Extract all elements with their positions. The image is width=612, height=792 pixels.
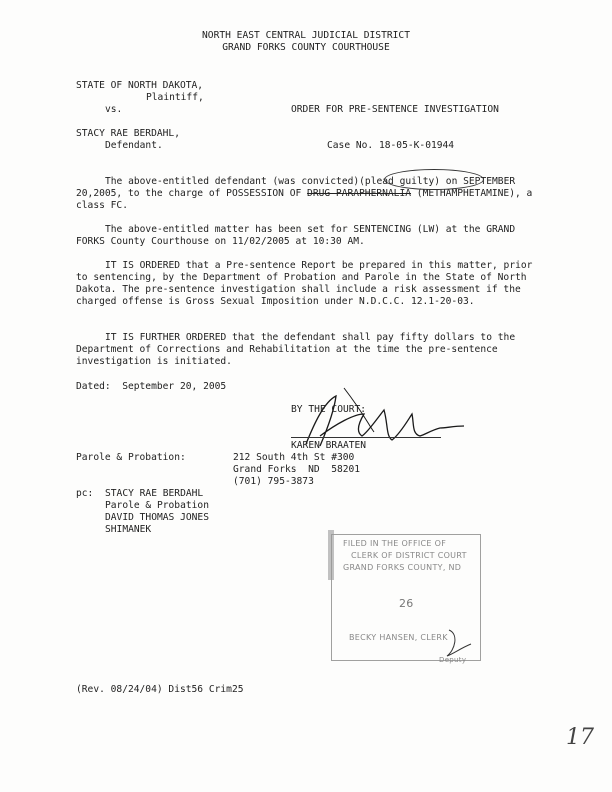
case-number: Case No. 18-05-K-01944 [327, 140, 455, 151]
filed-stamp [331, 528, 481, 664]
pc-label: pc: [76, 488, 94, 499]
plead-guilty-circled: (plead guilty) [359, 176, 441, 187]
plaintiff-name: STATE OF NORTH DAKOTA, [76, 80, 204, 91]
order-title: ORDER FOR PRE-SENTENCE INVESTIGATION [291, 104, 499, 115]
presentence-order-paragraph: IT IS ORDERED that a Pre-sentence Report be prepared in this matter, prior to sentencing, by the Department of Probation and Parole in the State of North Dakota. The pre-sentence investigation shall include a risk assessment if the charged offense is Gross Sexual Imposition under N.D.C.C. 12.1-20-03. [76, 260, 533, 307]
parole-phone: (701) 795-3873 [233, 476, 314, 487]
by-the-court-label: BY THE COURT: [291, 404, 367, 415]
struck-charge-text: DRUG PARAPHERNALIA [307, 188, 412, 199]
revision-footer: (Rev. 08/24/04) Dist56 Crim25 [76, 684, 244, 695]
parole-address-line1: 212 South 4th St #300 [233, 452, 355, 463]
pc-item: DAVID THOMAS JONES [105, 512, 209, 523]
stamp-edge-mark [328, 530, 334, 580]
stamp-date-day: 26 [399, 597, 414, 610]
parole-label: Parole & Probation: [76, 452, 186, 463]
stamp-clerk-name: BECKY HANSEN, CLERK [349, 633, 448, 642]
court-district-heading: NORTH EAST CENTRAL JUDICIAL DISTRICT [202, 30, 410, 41]
stamp-deputy-label: Deputy [439, 656, 467, 664]
stamp-county-line: GRAND FORKS COUNTY, ND [343, 563, 462, 572]
courthouse-heading: GRAND FORKS COUNTY COURTHOUSE [222, 42, 390, 53]
defendant-name: STACY RAE BERDAHL, [76, 128, 180, 139]
sentencing-paragraph: The above-entitled matter has been set for SENTENCING (LW) at the GRAND FORKS County Courthouse on 11/02/2005 at 10:30 AM. [76, 224, 516, 247]
defendant-role: Defendant. [105, 140, 163, 151]
stamp-clerk-line: CLERK OF DISTRICT COURT [351, 551, 467, 560]
conviction-text-b: on SEPTEMBER 20,2005, to the charge of POSSESSION OF [76, 176, 516, 199]
handwritten-page-number: 17 [566, 725, 594, 750]
stamp-filed-line: FILED IN THE OFFICE OF [343, 539, 447, 548]
fee-order-paragraph: IT IS FURTHER ORDERED that the defendant shall pay fifty dollars to the Department of Corrections and Rehabilitation at the time the pre-sentence investigation is initiated. [76, 332, 516, 367]
conviction-text-a: The above-entitled defendant (was convicted) [105, 176, 360, 187]
dated-line: Dated: September 20, 2005 [76, 381, 227, 392]
conviction-text-c: (METHAMPHETAMINE), a class FC. [76, 188, 533, 211]
pc-item: Parole & Probation [105, 500, 209, 511]
stamp-deputy-initials [441, 624, 481, 664]
parole-address-line2: Grand Forks ND 58201 [233, 464, 361, 475]
judge-name: KAREN BRAATEN [291, 440, 367, 451]
pc-item: STACY RAE BERDAHL [105, 488, 204, 499]
handwritten-circle-mark [384, 169, 484, 190]
signature-line [291, 437, 441, 438]
pc-item: SHIMANEK [105, 524, 152, 535]
plaintiff-role: Plaintiff, [146, 92, 204, 103]
versus-label: vs. [105, 104, 123, 115]
